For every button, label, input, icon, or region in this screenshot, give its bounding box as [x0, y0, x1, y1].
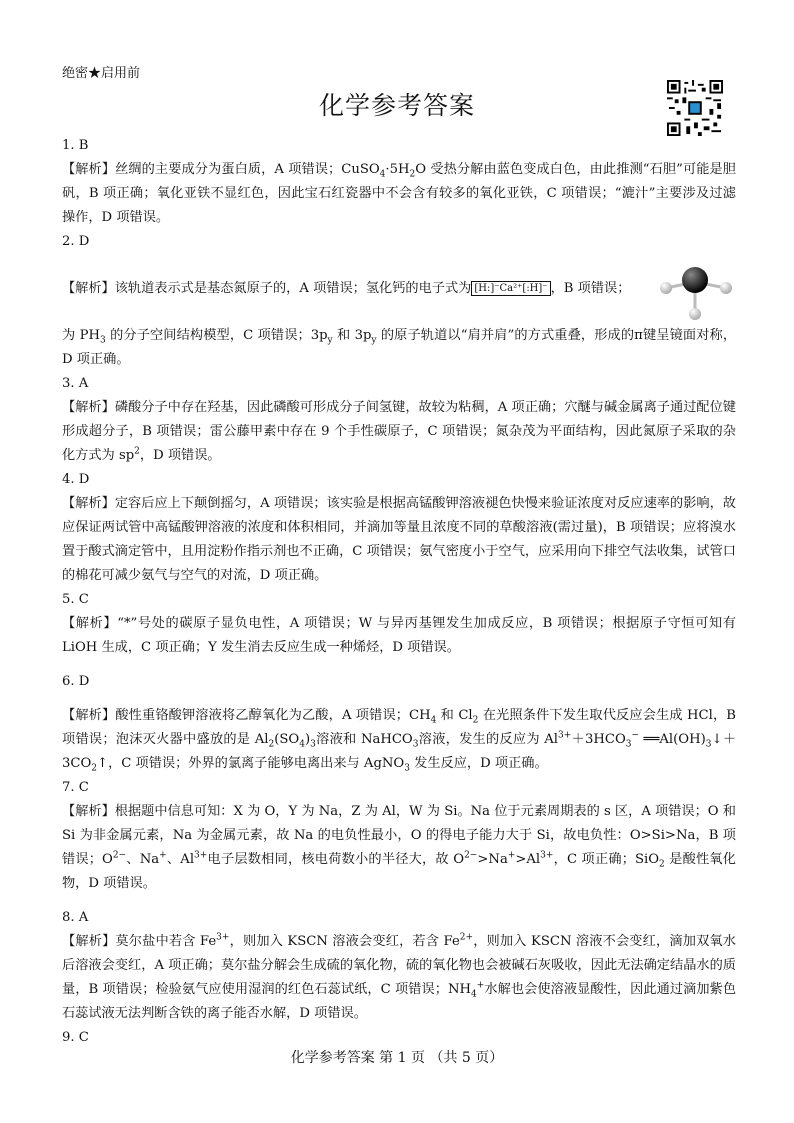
qr-code-icon	[666, 80, 724, 136]
answer-4: 4. D	[62, 472, 90, 487]
explanation-7: 【解析】根据题中信息可知：X 为 O，Y 为 Na，Z 为 Al，W 为 Si。Na 位于元素周期表的 s 区，A 项错误；O 和 Si 为非金属元素，Na 为金属元素，故 Na 的电负性最小，O 的得电子能力大于 Si，故电负性：O>Si>Na，B 项错误；$O^{2-}$、Na+、$Al^{3+}$电子层数相同，核电荷数小的半径大，故 $O^{2-}>Na^+>Al^{3+}$，C 项正确；SiO$_2$ 是酸性氧化物，D 项错误。	[62, 804, 736, 891]
cah2-electron-formula: [H:]⁻Ca²⁺[:H]⁻	[471, 281, 550, 296]
secret-label: 绝密★启用前	[62, 66, 141, 81]
explanation-2-line2: 为 $PH_3$ 的分子空间结构模型，C 项错误；$3p_y$ 和 $3p_y$ 的原子轨道以“肩并肩”的方式重叠，形成的π键呈镜面对称，D 项正确。	[62, 328, 737, 367]
answer-1: 1. B	[62, 138, 89, 153]
ph3-molecule-model-icon	[654, 254, 736, 324]
explanation-5: 【解析】“*”号处的碳原子显负电性，A 项错误；W 与异丙基锂发生加成反应，B 项错误；根据原子守恒可知有 LiOH 生成，C 项正确；Y 发生消去反应生成一种烯烃，D 项错误。	[62, 616, 736, 655]
answer-2: 2. D	[62, 234, 90, 249]
answer-6: 6. D	[62, 674, 90, 689]
answer-content	[62, 134, 736, 1050]
answer-7: 7. C	[62, 780, 89, 795]
page-title: 化学参考答案	[318, 91, 475, 120]
answer-8: 8. A	[62, 910, 89, 925]
explanation-2-line1: 【解析】该轨道表示式是基态氮原子的，A 项错误；氢化钙的电子式为 [H:]⁻Ca²⁺[:H]⁻ ，B 项错误；	[62, 281, 631, 296]
explanation-8: 【解析】莫尔盐中若含 $Fe^{3+}$，则加入 KSCN 溶液会变红，若含 $Fe^{2+}$，则加入 KSCN 溶液不会变红，滴加双氧水后溶液会变红，A 项正确；莫尔盐分解会生成硫的氧化物，硫的氧化物也会被碱石灰吸收，因此无法确定结晶水的质量，B 项错误；检验氨气应使用湿润的红色石蕊试纸，C 项错误；$NH_4^+$水解也会使溶液显酸性，因此通过滴加紫色石蕊试液无法判断含铁的离子能否水解，D 项错误。	[62, 932, 737, 1021]
explanation-6: 【解析】酸性重铬酸钾溶液将乙醇氧化为乙酸，A 项错误；$CH_4$ 和 $Cl_2$ 在光照条件下发生取代反应会生成 HCl，B 项错误；泡沫灭火器中盛放的是 $Al_2(SO_4)_3$溶液和 NaHCO$_3$溶液，发生的反应为 $Al^{3+}+3HCO_3^-$ $══Al(OH)_3↓+3CO_2↑$，C 项错误；外界的氯离子能够电离出来与 AgNO$_3$ 发生反应，D 项正确。	[62, 708, 737, 774]
explanation-1: 【解析】丝绸的主要成分为蛋白质，A 项错误；$CuSO_4\cdot 5H_2O$ 受热分解由蓝色变成白色，由此推测“石胆”可能是胆矾，B 项正确；氧化亚铁不显红色，因此宝石红瓷器中不会含有较多的氧化亚铁，C 项错误；“漉汁”主要涉及过滤操作，D 项错误。	[62, 162, 736, 225]
answer-3: 3. A	[62, 376, 89, 391]
page-footer: 化学参考答案 第 1 页 （共 5 页）	[290, 1050, 504, 1066]
explanation-3: 【解析】磷酸分子中存在羟基，因此磷酸可形成分子间氢键，故较为粘稠，A 项正确；穴醚与碱金属离子通过配位键形成超分子，B 项错误；雷公藤甲素中存在 9 个手性碳原子，C 项错误；氮杂茂为平面结构，因此氮原子采取的杂化方式为 $sp^2$，D 项错误。	[62, 400, 736, 463]
answer-9: 9. C	[62, 1030, 89, 1045]
answer-5: 5. C	[62, 592, 89, 607]
explanation-2-row	[62, 254, 736, 324]
explanation-4: 【解析】定容后应上下颠倒摇匀，A 项错误；该实验是根据高锰酸钾溶液褪色快慢来验证浓度对反应速率的影响，故应保证两试管中高锰酸钾溶液的浓度和体积相同，并滴加等量且浓度不同的草酸溶液(需过量)，B 项错误；应将溴水置于酸式滴定管中，且用淀粉作指示剂也不正确，C 项错误；氨气密度小于空气，应采用向下排空气法收集，试管口的棉花可减少氨气与空气的对流，D 项正确。	[62, 496, 736, 583]
